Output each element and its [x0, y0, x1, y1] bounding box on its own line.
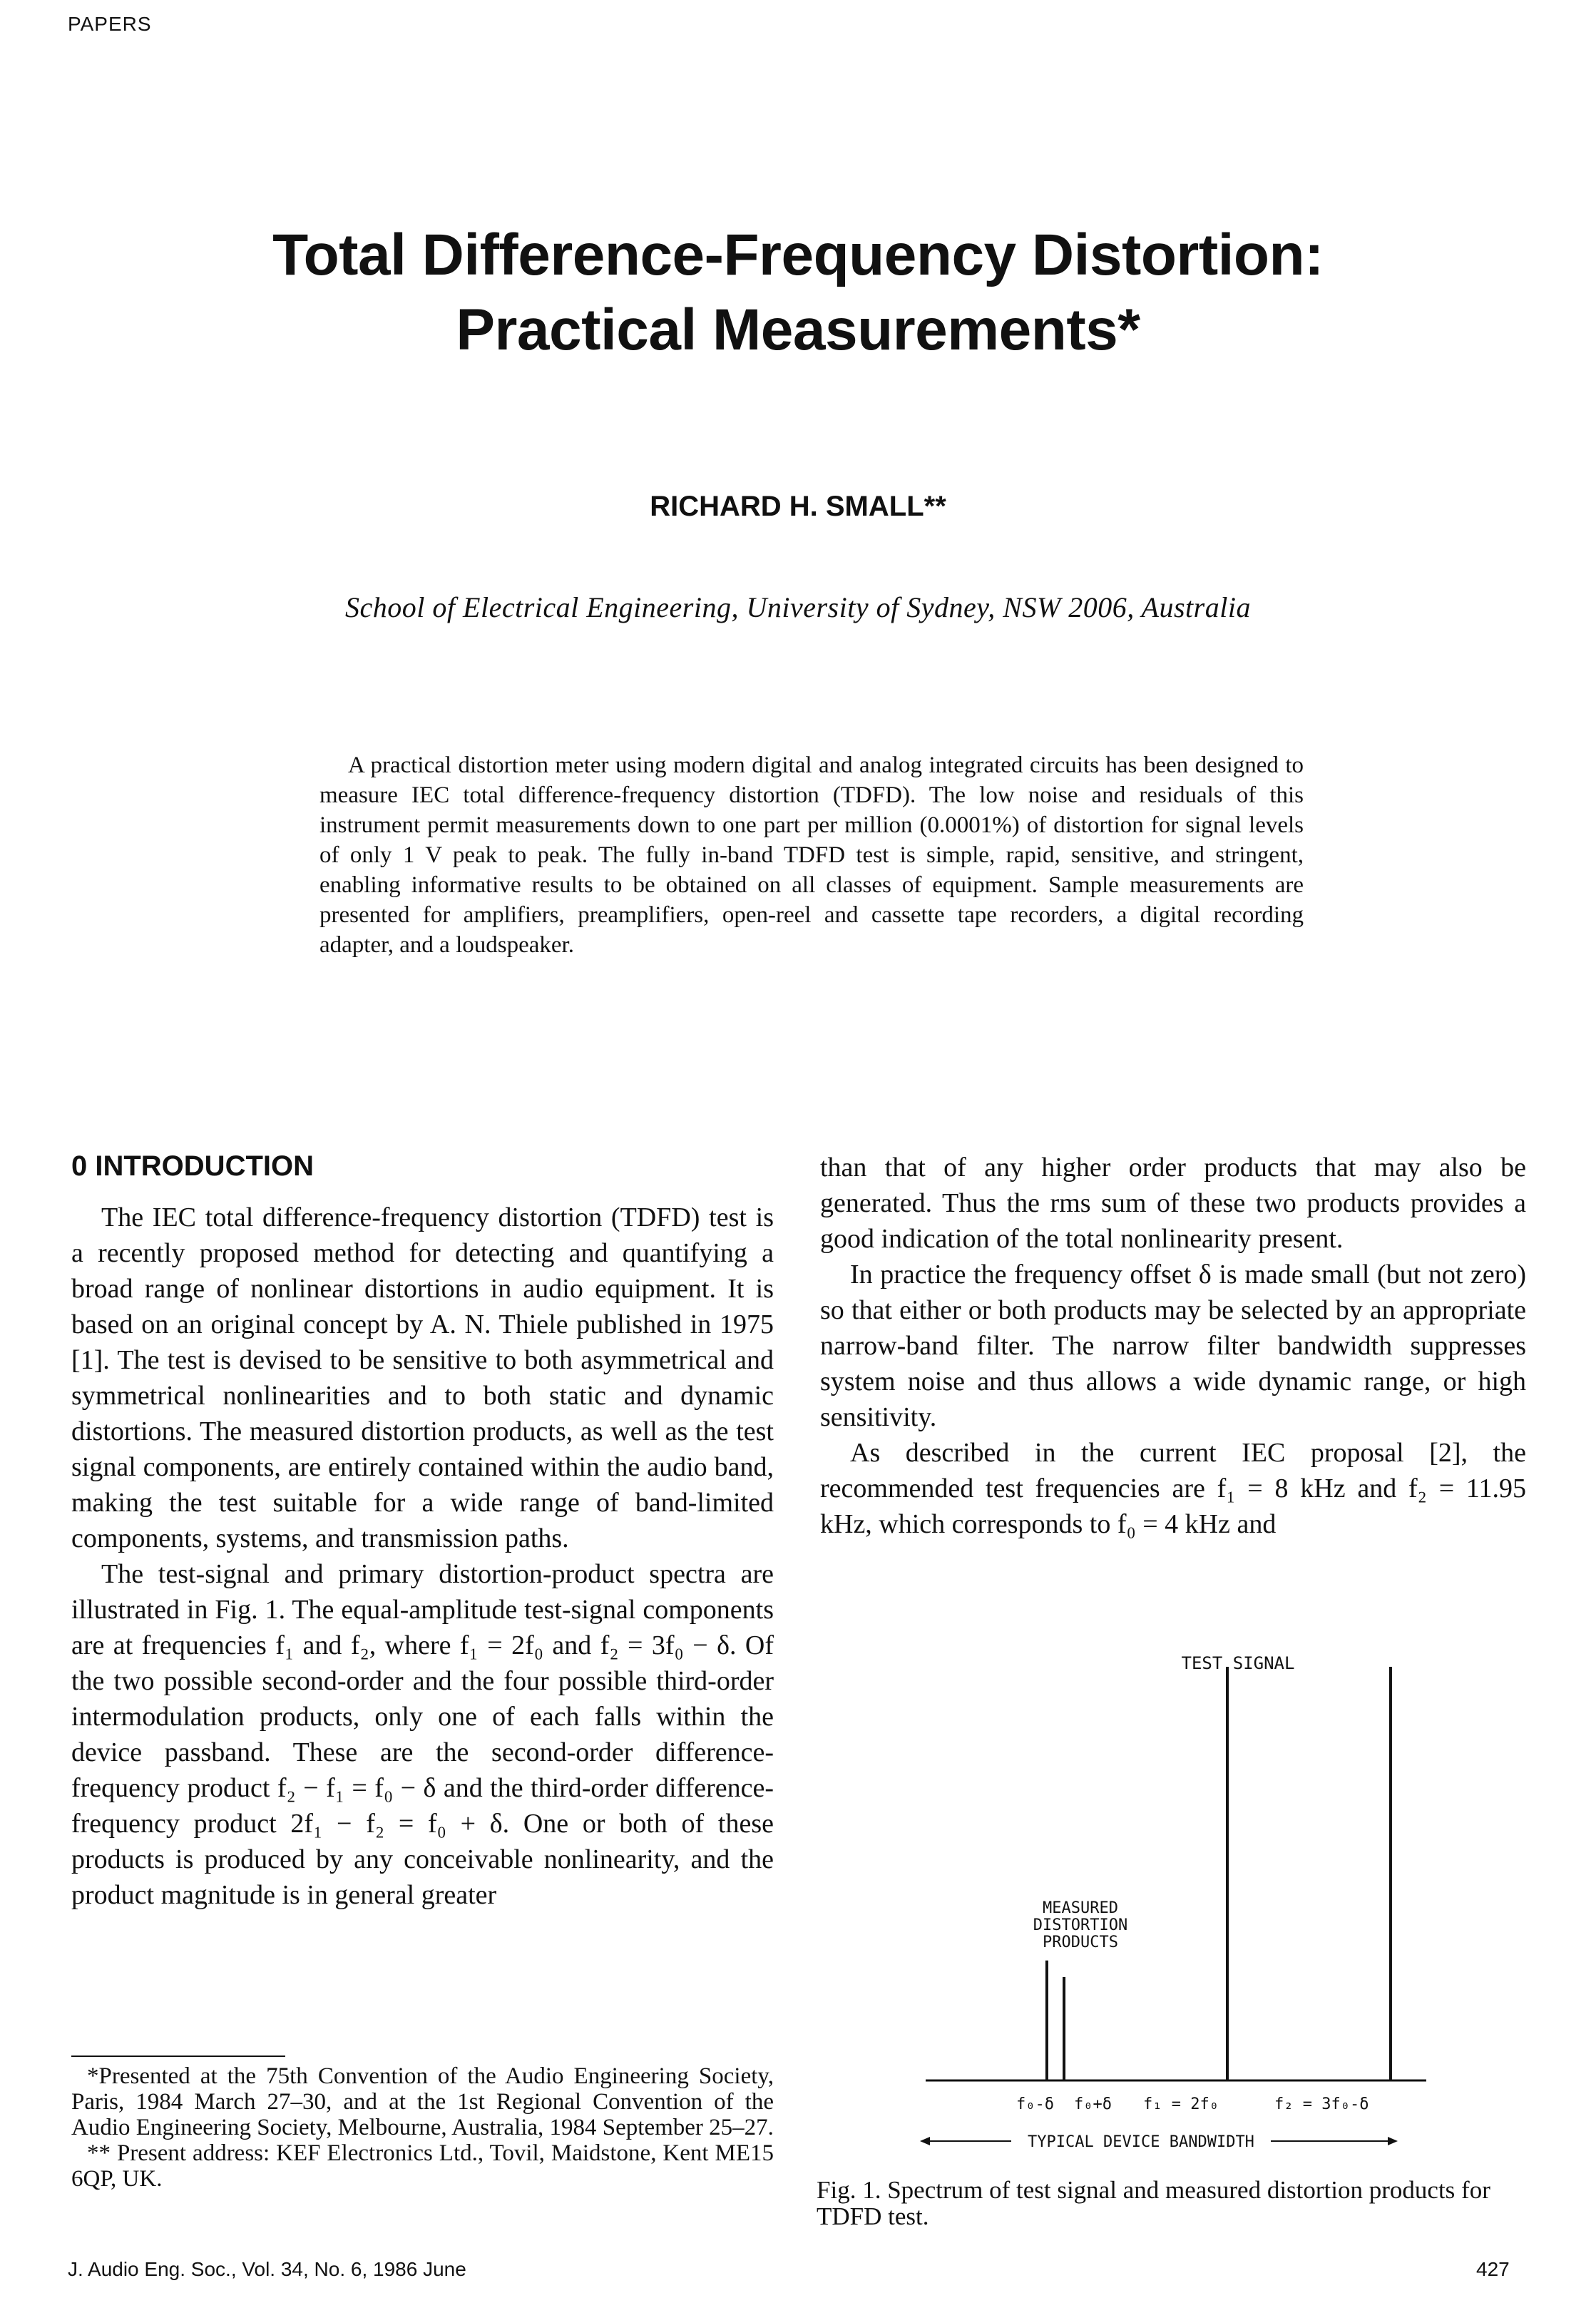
footnotes — [71, 2063, 774, 2192]
arrowhead-left-icon — [920, 2137, 930, 2145]
arrowhead-right-icon — [1388, 2137, 1398, 2145]
intro-paragraph-1: The IEC total difference-frequency distortion (TDFD) test is a recently proposed method for detecting and quantifying a broad range of nonlinear distortions in audio equipment. It is based on an original concept by A. N. Thiele published in 1975 [1]. The test is devised to be sensitive to both asymmetrical and symmetrical nonlinearities and to both static and dynamic distortions. The measured distortion products, as well as the test signal components, are entirely contained within the audio band, making the test suitable for a wide range of band-limited components, systems, and transmission paths. — [71, 1202, 774, 1553]
tick-label-f2: f₂ = 3f₀-δ — [1274, 2095, 1369, 2113]
journal-citation: J. Audio Eng. Soc., Vol. 34, No. 6, 1986 June — [68, 2258, 466, 2280]
tick-label-f1: f₁ = 2f₀ — [1143, 2095, 1219, 2113]
bandwidth-label: TYPICAL DEVICE BANDWIDTH — [1028, 2133, 1254, 2151]
intro-paragraph-5: As described in the current IEC proposal [2], the recommended test frequencies are f₁ = 8 kHz and f₂ = 11.95 kHz, which corresponds to f₀ = 4 kHz and — [820, 1438, 1526, 1539]
affiliation: School of Electrical Engineering, University of Sydney, NSW 2006, Australia — [345, 591, 1251, 623]
intro-paragraph-2: The test-signal and primary distortion-product spectra are illustrated in Fig. 1. The equal-amplitude test-signal components are at frequencies f₁ and f₂, where f₁ = 2f₀ and f₂ = 3f₀ − δ. Of the two possible second-order and the four possible third-order intermodulation products, only one of each falls within the device passband. These are the second-order difference-frequency product f₂ − f₁ = f₀ − δ and the third-order difference-frequency product 2f₁ − f₂ = f₀ + δ. One or both of these products is produced by any conceivable nonlinearity, and the product magnitude is in general greater — [71, 1559, 774, 1910]
abstract — [319, 750, 1304, 960]
intro-paragraph-4: In practice the frequency offset δ is made small (but not zero) so that either or both products may be selected by an appropriate narrow-band filter. The narrow filter bandwidth suppresses system noise and thus allows a wide dynamic range, or high sensitivity. — [820, 1260, 1526, 1432]
figure-1 — [906, 1644, 1448, 2165]
title-line-2: Practical Measurements* — [456, 297, 1140, 362]
section-heading: 0 INTRODUCTION — [71, 1150, 314, 1182]
measured-label-line-1: MEASURED — [1043, 1899, 1118, 1917]
author: RICHARD H. SMALL** — [650, 491, 946, 522]
right-column — [820, 1150, 1526, 1542]
spectral-lines — [1047, 1667, 1391, 2080]
tick-label-f0-plus: f₀+δ — [1074, 2095, 1112, 2113]
page-number: 427 — [1476, 2258, 1510, 2280]
spectrum-chart — [906, 1644, 1448, 2165]
left-column — [71, 1148, 774, 1913]
measured-label-line-3: PRODUCTS — [1043, 1934, 1118, 1951]
abstract-text: A practical distortion meter using modern digital and analog integrated circuits has been designed to measure IEC total difference-frequency distortion (TDFD). The low noise and residuals of this instrument permit measurements down to one part per million (0.0001%) of distortion for signal levels of only 1 V peak to peak. The fully in-band TDFD test is simple, rapid, sensitive, and stringent, enabling informative results to be obtained on all classes of equipment. Sample measurements are presented for amplifiers, preamplifiers, open-reel and cassette tape recorders, a digital recording adapter, and a loudspeaker. — [319, 752, 1304, 958]
paper-title — [0, 218, 1596, 367]
measured-label-line-2: DISTORTION — [1033, 1916, 1128, 1934]
footnote-1: *Presented at the 75th Convention of the Audio Engineering Society, Paris, 1984 March 27–30, and at the 1st Regional Convention of the Audio Engineering Society, Melbourne, Australia, 1984 September 25–27. — [71, 2063, 774, 2140]
section-tag: PAPERS — [68, 13, 152, 35]
title-line-1: Total Difference-Frequency Distortion: — [272, 223, 1324, 287]
footnote-2: ** Present address: KEF Electronics Ltd., Tovil, Maidstone, Kent ME15 6QP, UK. — [71, 2140, 774, 2192]
footnote-rule — [71, 2056, 285, 2057]
test-signal-label: TEST SIGNAL — [1181, 1653, 1295, 1673]
tick-label-f0-minus: f₀-δ — [1016, 2095, 1054, 2113]
intro-paragraph-3: than that of any higher order products that may also be generated. Thus the rms sum of these two products provides a good indication of the total nonlinearity present. — [820, 1153, 1526, 1254]
figure-caption: Fig. 1. Spectrum of test signal and measured distortion products for TDFD test. — [817, 2176, 1490, 2230]
